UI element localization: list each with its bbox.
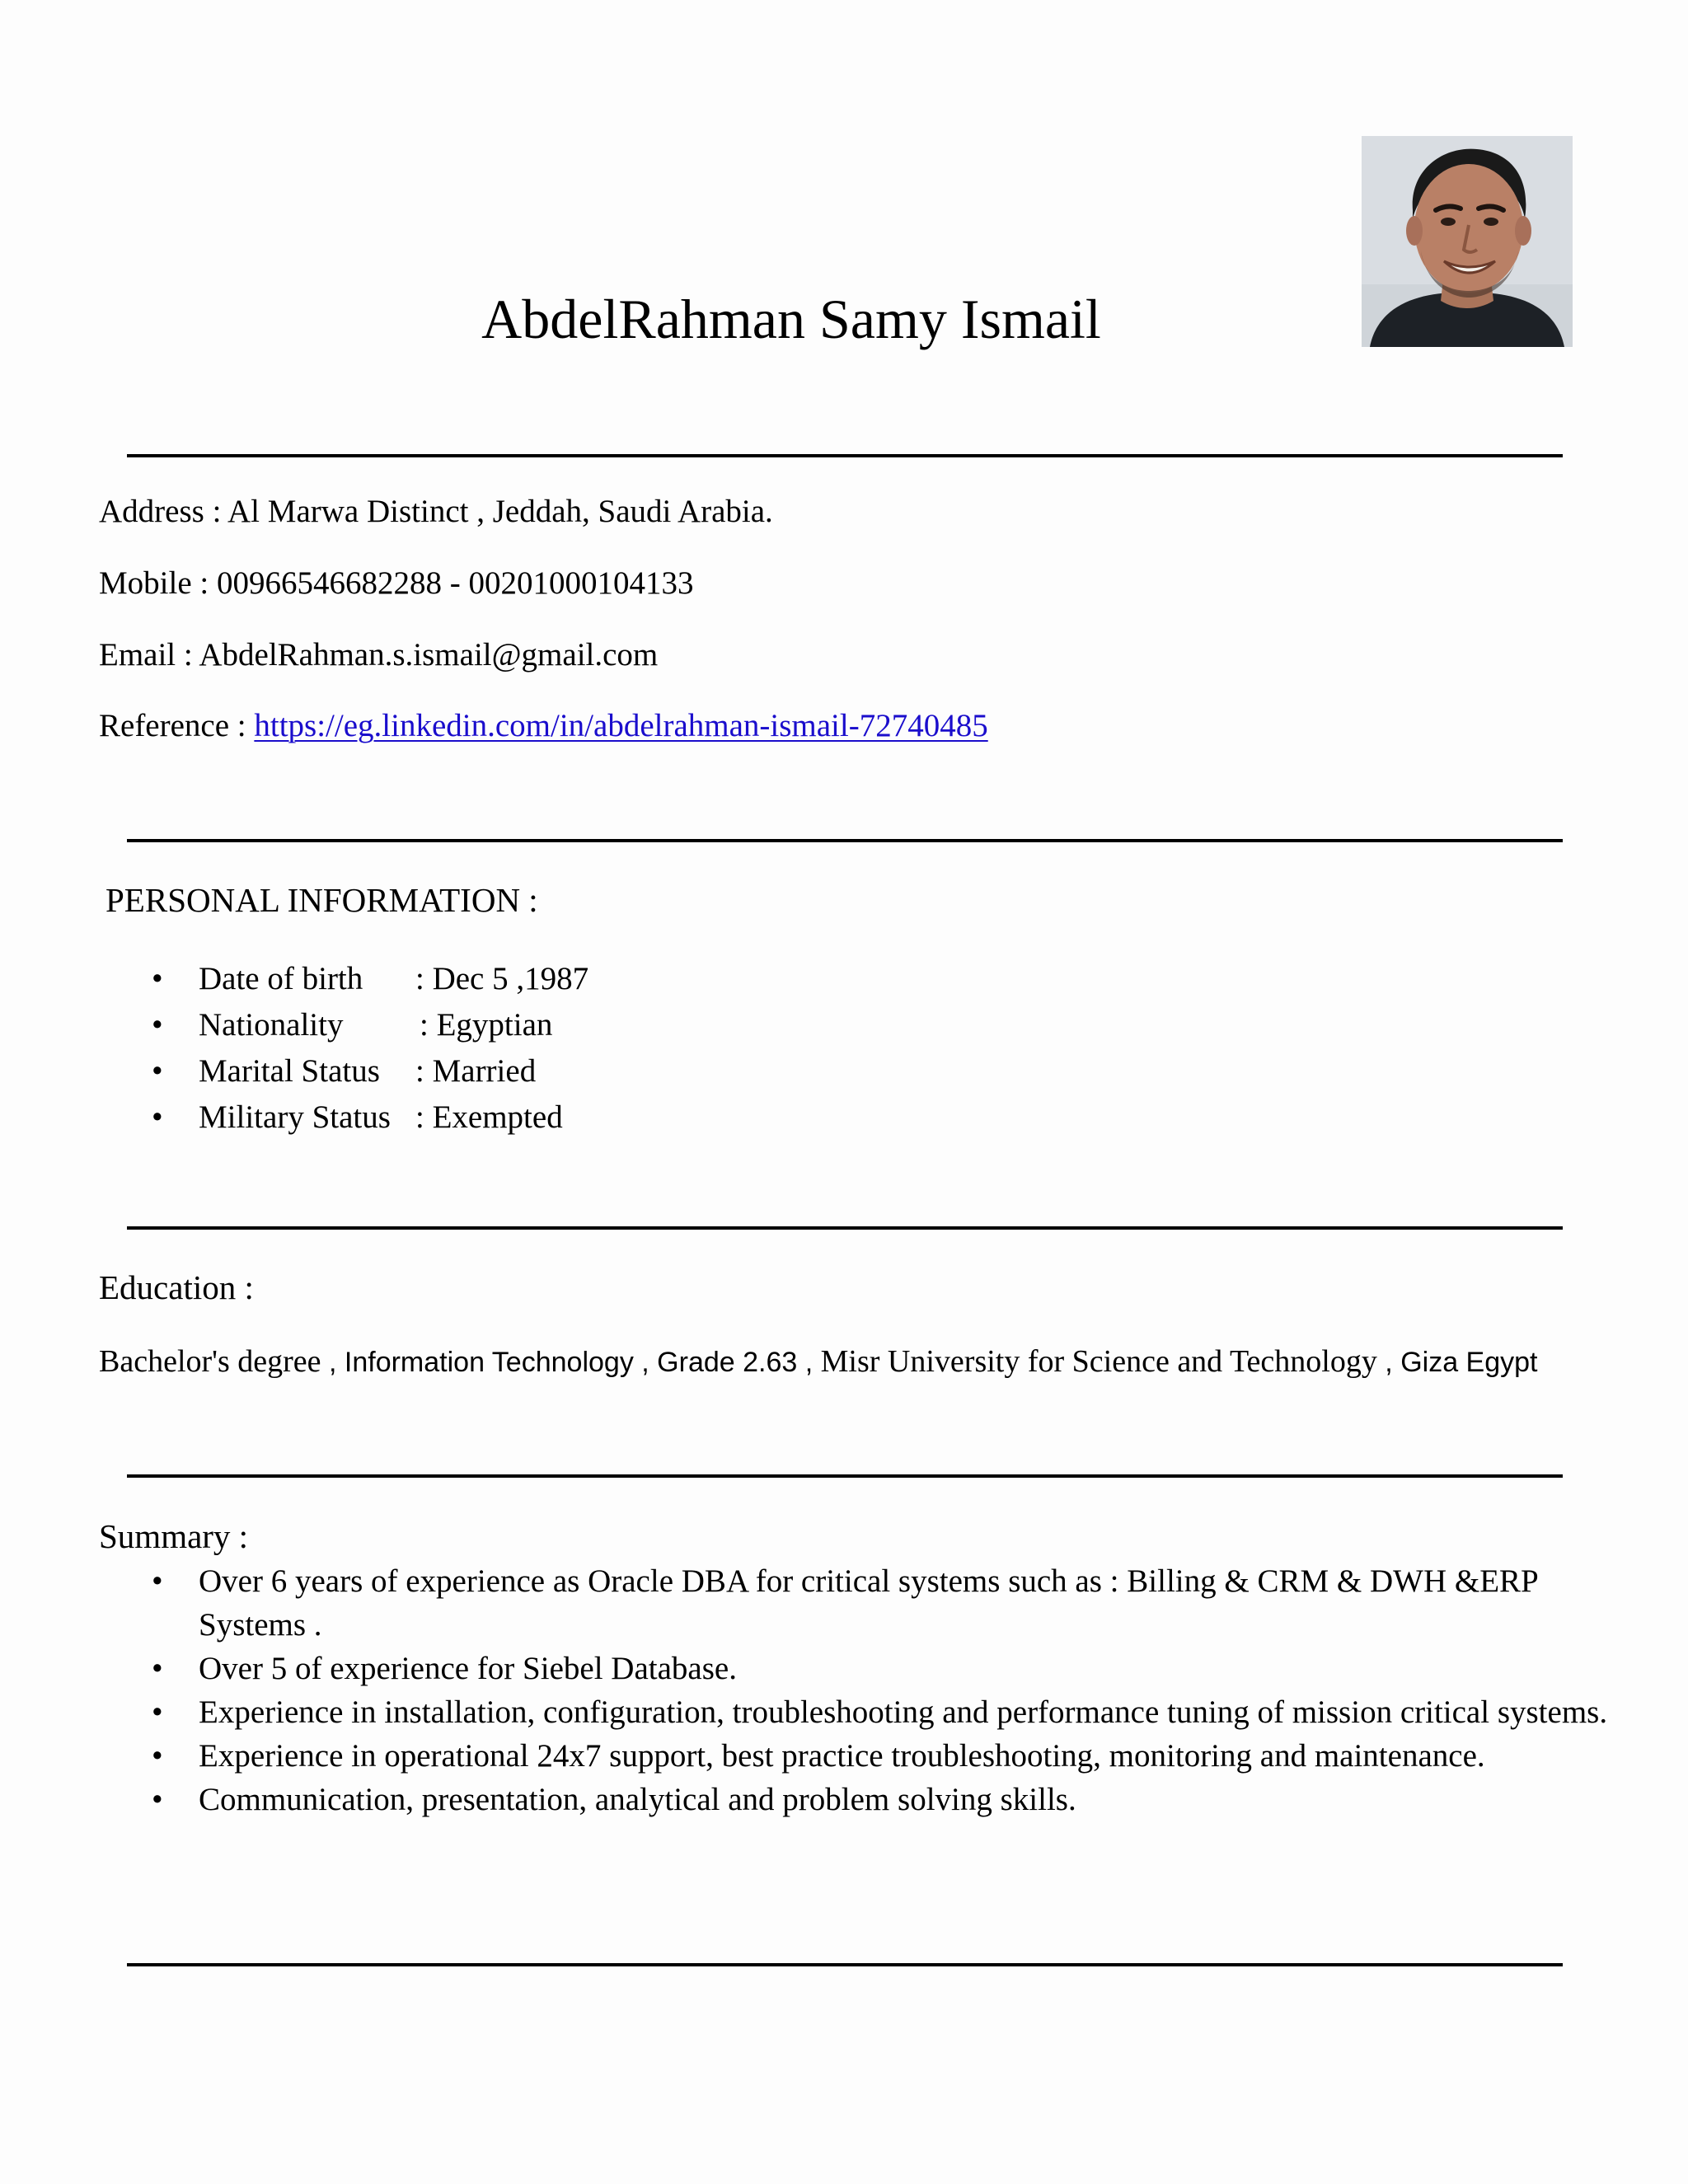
list-item bbox=[0, 1690, 1688, 1734]
summary-item-text: Over 6 years of experience as Oracle DBA for critical systems such as : Billing & CRM & DWH &ERP Systems . bbox=[199, 1563, 1538, 1643]
email-line bbox=[99, 638, 658, 673]
address-value: Al Marwa Distinct , Jeddah, Saudi Arabia. bbox=[227, 494, 773, 529]
address-label: Address : bbox=[99, 494, 222, 529]
personal-info-list bbox=[0, 956, 1688, 1141]
summary-list bbox=[0, 1559, 1688, 1821]
marital-status-value: : Married bbox=[415, 1053, 537, 1089]
candidate-name: AbdelRahman Samy Ismail bbox=[481, 288, 1101, 350]
bullet-icon: • bbox=[152, 1099, 163, 1135]
university: Misr University for Science and Technology bbox=[820, 1344, 1377, 1379]
summary-item-text: Communication, presentation, analytical and problem solving skills. bbox=[199, 1782, 1076, 1817]
list-item bbox=[0, 1002, 1688, 1048]
divider bbox=[127, 839, 1563, 842]
bullet-icon: • bbox=[152, 1563, 163, 1599]
summary-item-text: Experience in installation, configuration, troubleshooting and performance tuning of mission critical systems. bbox=[199, 1694, 1608, 1730]
bullet-icon: • bbox=[152, 1651, 163, 1686]
divider bbox=[127, 1963, 1563, 1966]
reference-line bbox=[99, 709, 988, 744]
nationality-label: Nationality bbox=[199, 1007, 344, 1043]
linkedin-link[interactable]: https://eg.linkedin.com/in/abdelrahman-ismail-72740485 bbox=[254, 708, 988, 743]
bullet-icon: • bbox=[152, 1738, 163, 1774]
profile-photo bbox=[1362, 136, 1573, 347]
mobile-value: 00966546682288 - 00201000104133 bbox=[217, 565, 694, 601]
summary-title: Summary : bbox=[99, 1517, 249, 1555]
list-item bbox=[0, 1647, 1688, 1690]
location: Giza Egypt bbox=[1400, 1347, 1538, 1378]
summary-item-text: Over 5 of experience for Siebel Database. bbox=[199, 1651, 737, 1686]
mobile-label: Mobile : bbox=[99, 565, 209, 601]
military-status-label: Military Status bbox=[199, 1099, 391, 1135]
list-item bbox=[0, 1778, 1688, 1821]
grade: Grade 2.63 bbox=[657, 1347, 798, 1378]
summary-item-text: Experience in operational 24x7 support, best practice troubleshooting, monitoring and maintenance. bbox=[199, 1738, 1485, 1774]
personal-info-title: PERSONAL INFORMATION : bbox=[106, 881, 538, 919]
mobile-line bbox=[99, 566, 694, 602]
list-item bbox=[0, 1559, 1688, 1647]
address-line bbox=[99, 494, 773, 530]
education-title: Education : bbox=[99, 1268, 254, 1306]
email-value: AbdelRahman.s.ismail@gmail.com bbox=[199, 637, 659, 673]
divider bbox=[127, 1474, 1563, 1478]
divider bbox=[127, 1226, 1563, 1230]
list-item bbox=[0, 956, 1688, 1002]
list-item bbox=[0, 1048, 1688, 1094]
military-status-value: : Exempted bbox=[415, 1099, 563, 1135]
field-of-study: Information Technology bbox=[344, 1347, 634, 1378]
bullet-icon: • bbox=[152, 1053, 163, 1089]
list-item bbox=[0, 1094, 1688, 1141]
education-line: Bachelor's degree , Information Technology , Grade 2.63 , Misr University for Science and Technology , Giza Egypt bbox=[99, 1344, 1538, 1379]
bullet-icon: • bbox=[152, 961, 163, 996]
email-label: Email : bbox=[99, 637, 193, 673]
reference-label: Reference : bbox=[99, 708, 246, 743]
degree: Bachelor's degree bbox=[99, 1344, 321, 1379]
list-item bbox=[0, 1734, 1688, 1778]
divider bbox=[127, 454, 1563, 457]
marital-status-label: Marital Status bbox=[199, 1053, 380, 1089]
bullet-icon: • bbox=[152, 1694, 163, 1730]
dob-value: : Dec 5 ,1987 bbox=[415, 961, 589, 996]
dob-label: Date of birth bbox=[199, 961, 363, 996]
bullet-icon: • bbox=[152, 1007, 163, 1043]
nationality-value: : Egyptian bbox=[420, 1007, 553, 1043]
avatar-icon bbox=[1362, 136, 1573, 347]
bullet-icon: • bbox=[152, 1782, 163, 1817]
